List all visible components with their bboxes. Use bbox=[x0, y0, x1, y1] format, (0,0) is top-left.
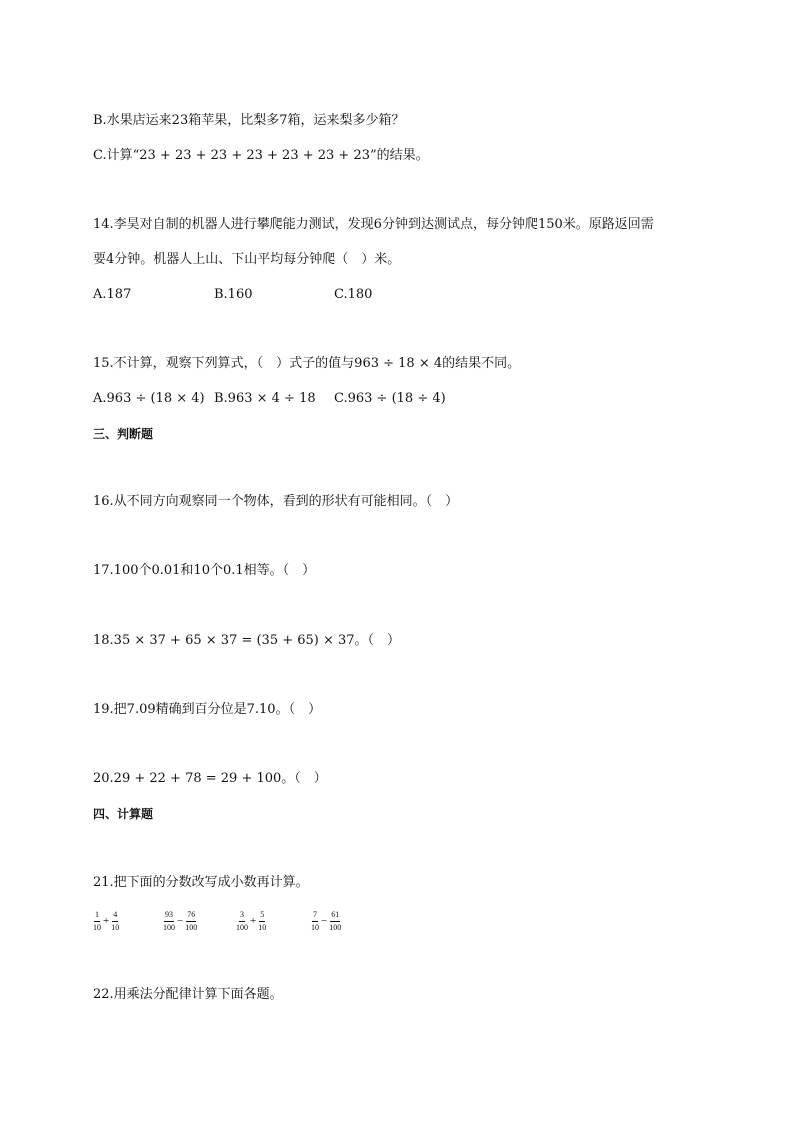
fraction-expression-4 bbox=[311, 907, 341, 935]
q18: 18.35 × 37 + 65 × 37 = (35 + 65) × 37。（ ） bbox=[93, 633, 401, 648]
q13-option-c: C.计算“23 + 23 + 23 + 23 + 23 + 23 + 23”的结果。 bbox=[93, 148, 429, 163]
operator: + bbox=[103, 915, 110, 927]
fraction-expression-1 bbox=[93, 907, 119, 935]
fraction: $\frac{3}{100}$ bbox=[236, 909, 248, 932]
q13-option-b: B.水果店运来23箱苹果，比梨多7箱，运来梨多少箱？ bbox=[93, 113, 405, 128]
operator: − bbox=[177, 915, 184, 927]
q14-option-b: B.160 bbox=[214, 287, 253, 302]
fraction: $\frac{7}{10}$ bbox=[311, 909, 319, 932]
q15-option-a: A.963 ÷ (18 × 4) bbox=[93, 391, 205, 406]
fraction-expression-3 bbox=[236, 907, 266, 935]
fraction: $\frac{76}{100}$ bbox=[185, 909, 198, 932]
operator: − bbox=[321, 915, 328, 927]
q20: 20.29 + 22 + 78 = 29 + 100。（ ） bbox=[93, 771, 327, 786]
operator: + bbox=[250, 915, 257, 927]
q14-option-a: A.187 bbox=[93, 287, 132, 302]
q21-stem: 21.把下面的分数改写成小数再计算。 bbox=[93, 875, 309, 890]
fraction-expression-2 bbox=[163, 907, 197, 935]
q16: 16.从不同方向观察同一个物体，看到的形状有可能相同。（ ） bbox=[93, 494, 459, 509]
q17: 17.100个0.01和10个0.1相等。（ ） bbox=[93, 563, 316, 578]
q22-stem: 22.用乘法分配律计算下面各题。 bbox=[93, 987, 283, 1002]
fraction: $\frac{1}{10}$ bbox=[93, 909, 101, 932]
fraction: $\frac{61}{100}$ bbox=[329, 909, 342, 932]
section-4-heading: 四、计算题 bbox=[93, 807, 154, 821]
q15-option-b: B.963 × 4 ÷ 18 bbox=[214, 391, 316, 406]
q14-stem-line1: 14.李昊对自制的机器人进行攀爬能力测试，发现6分钟到达测试点，每分钟爬150米。原路返回需 bbox=[93, 217, 654, 232]
fraction: $\frac{5}{10}$ bbox=[258, 909, 267, 932]
q14-stem-line2: 要4分钟。机器人上山、下山平均每分钟爬（ ）米。 bbox=[93, 252, 401, 267]
fraction: $\frac{93}{100}$ bbox=[163, 909, 175, 932]
q19: 19.把7.09精确到百分位是7.10。（ ） bbox=[93, 702, 322, 717]
q14-option-c: C.180 bbox=[334, 287, 373, 302]
q15-option-c: C.963 ÷ (18 ÷ 4) bbox=[334, 391, 446, 406]
fraction: $\frac{4}{10}$ bbox=[111, 909, 120, 932]
section-3-heading: 三、判断题 bbox=[93, 427, 154, 441]
q15-stem: 15.不计算，观察下列算式，（ ）式子的值与963 ÷ 18 × 4的结果不同。 bbox=[93, 356, 521, 371]
